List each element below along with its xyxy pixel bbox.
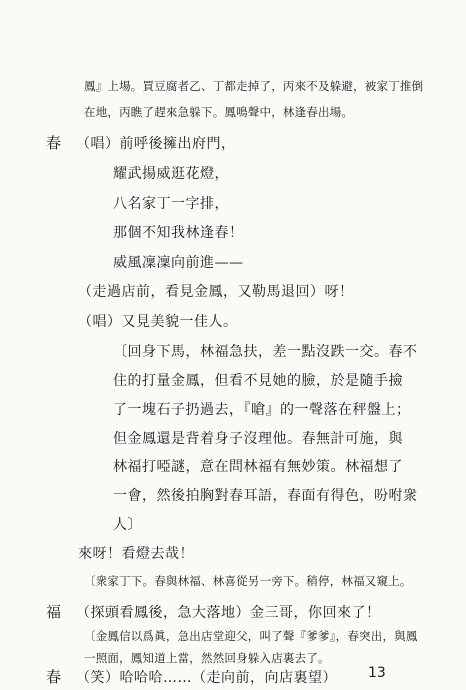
sung-line: （唱）又見美貌一佳人。	[78, 314, 238, 330]
page-number: 13	[368, 665, 386, 681]
verse-line: 那個不知我林逢春！	[113, 225, 244, 241]
paren-line: 〔回身下馬，林福急扶，差一點沒跌一交。春不	[113, 344, 418, 360]
speaker-chun: 春	[46, 668, 62, 686]
action-line: （走過店前，看見金鳳，又勒馬退回）呀！	[78, 284, 354, 300]
exit-direction: 〔衆家丁下。春與林福、林喜從另一旁下。稍停，林福又窺上。	[84, 574, 412, 588]
stage-direction-line: 〔金鳳信以爲眞，急出店堂迎父，叫了聲『爹爹』，春突出，與鳳	[84, 629, 418, 643]
verse-line: 耀武揚威逛花燈，	[113, 166, 229, 182]
dialogue-line: （笑）哈哈哈……（走向前，向店裏望）	[76, 670, 337, 686]
shout-line: 來呀！看燈去哉！	[78, 546, 194, 562]
speaker-fu: 福	[46, 603, 62, 621]
paren-line: 住的打量金鳳，但看不見她的臉，於是隨手撿	[113, 373, 403, 389]
paren-line: 人〕	[113, 517, 142, 533]
paren-line: 一會，然後拍胸對春耳語，春面有得色，吩咐衆	[113, 488, 418, 504]
stage-direction-line: 鳳』上場。買豆腐者乙、丁都走掉了，丙來不及躲避，被家丁推倒	[84, 79, 424, 93]
verse-line: 八名家丁一字排，	[113, 196, 229, 212]
stage-direction-line: 在地，丙瞧了趕來急躲下。鳳鳴聲中，林逢春出場。	[84, 105, 354, 119]
verse-line: 威風凜凜向前進——	[113, 255, 244, 271]
stage-direction-line: 一照面，鳳知道上當，然然回身躲入店裏去了。	[84, 651, 330, 665]
paren-line: 林福打啞謎，意在問林福有無妙策。林福想了	[113, 459, 403, 475]
sung-line: （唱）前呼後擁出府門，	[76, 136, 236, 152]
speaker-chun: 春	[46, 134, 62, 152]
dialogue-line: （探頭看鳳後，急大落地）金三哥，你回來了！	[76, 605, 381, 621]
paren-line: 但金鳳還是背着身子沒理他。春無計可施，與	[113, 431, 403, 447]
paren-line: 了一塊石子扔過去，『嗆』的一聲落在秤盤上；	[113, 402, 411, 418]
